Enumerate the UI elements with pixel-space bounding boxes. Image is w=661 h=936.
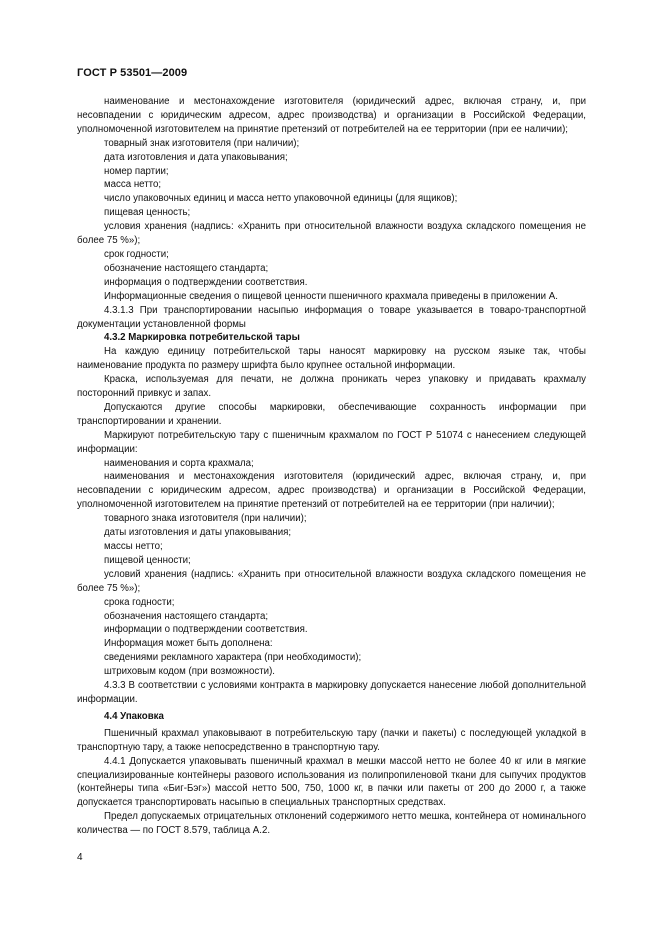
paragraph: Допускаются другие способы маркировки, обеспечивающие сохранность информации при транспортировании и хранении. — [77, 401, 586, 427]
list-item: обозначения настоящего стандарта; — [104, 610, 269, 622]
paragraph: На каждую единицу потребительской тары наносят маркировку на русском языке так, чтобы наименование продукта по размеру шрифта было крупнее остальной информации. — [77, 346, 586, 372]
list-item: штриховым кодом (при возможности). — [104, 666, 275, 678]
paragraph: Информационные сведения о пищевой ценности пшеничного крахмала приведены в приложении А. — [104, 290, 558, 302]
paragraph: Пшеничный крахмал упаковывают в потребительскую тару (пачки и пакеты) с последующей укладкой в транспортную тару, а также непосредственно в транспортную тару. — [77, 727, 586, 753]
document-header: ГОСТ Р 53501—2009 — [77, 67, 188, 79]
list-item: наименования и местонахождения изготовителя (юридический адрес, включая страну, и, при несовпадении с юридическим адресом, адрес производства) и организации в Российской Федерации, уполномоченной изготовителем на принятие претензий от потребителей на ее территории (при наличии); — [77, 471, 586, 511]
paragraph: Маркируют потребительскую тару с пшеничным крахмалом по ГОСТ Р 51074 с нанесением следующей информации: — [77, 429, 586, 455]
section-heading-4-4: 4.4 Упаковка — [104, 710, 164, 722]
paragraph: наименование и местонахождение изготовителя (юридический адрес, включая страну, и, при несовпадении с юридическим адресом, адрес производства) и организации в Российской Федерации, уполномоченной изготовителем на принятие претензий от потребителей на ее территории (при ее наличии); — [77, 96, 586, 135]
list-item: обозначение настоящего стандарта; — [104, 262, 269, 274]
clause-4-3-1-3: 4.3.1.3 При транспортировании насыпью информация о товаре указывается в товаро-транспортной документации установленной формы — [77, 304, 586, 330]
list-item: массы нетто; — [104, 541, 163, 552]
list-item: число упаковочных единиц и масса нетто упаковочной единицы (для ящиков); — [104, 193, 458, 205]
list-item: пищевой ценности; — [104, 554, 191, 566]
document-body — [77, 95, 586, 838]
list-item: товарный знак изготовителя (при наличии); — [104, 137, 300, 149]
list-item: номер партии; — [104, 165, 169, 177]
list-item: даты изготовления и даты упаковывания; — [104, 527, 292, 539]
paragraph: Краска, используемая для печати, не должна проникать через упаковку и придавать крахмалу посторонний привкус и запах. — [77, 374, 586, 400]
list-item: сведениями рекламного характера (при необходимости); — [104, 652, 362, 664]
list-item: масса нетто; — [104, 179, 162, 191]
list-item: пищевая ценность; — [104, 207, 191, 219]
page-number: 4 — [77, 852, 83, 863]
list-item: дата изготовления и дата упаковывания; — [104, 151, 288, 163]
paragraph: Предел допускаемых отрицательных отклонений содержимого нетто мешка, контейнера от номинального количества — по ГОСТ 8.579, таблица А.2. — [77, 811, 586, 837]
paragraph: Информация может быть дополнена: — [104, 638, 273, 650]
list-item: условий хранения (надпись: «Хранить при относительной влажности воздуха складского помещения не более 75 %»); — [77, 568, 586, 594]
list-item: наименования и сорта крахмала; — [104, 457, 254, 469]
section-heading-4-3-2: 4.3.2 Маркировка потребительской тары — [104, 332, 300, 344]
list-item: информации о подтверждении соответствия. — [104, 624, 308, 636]
clause-4-3-3: 4.3.3 В соответствии с условиями контракта в маркировку допускается нанесение любой дополнительной информации. — [77, 680, 586, 705]
list-item: информация о подтверждении соответствия. — [104, 276, 308, 288]
list-item: товарного знака изготовителя (при наличии); — [104, 513, 307, 525]
list-item: срок годности; — [104, 248, 169, 260]
list-item: срока годности; — [104, 596, 175, 608]
clause-4-4-1: 4.4.1 Допускается упаковывать пшеничный крахмал в мешки массой нетто не более 40 кг или в мягкие специализированные контейнеры разового использования из полипропиленовой ткани для сыпучих продуктов (контейнеры типа «Биг-Бэг») массой нетто 500, 750, 1000 кг, в пачки или пакеты от 200 до 2000 г, а также допускается транспортировать насыпью в специальных транспортных средствах. — [77, 755, 586, 809]
list-item: условия хранения (надпись: «Хранить при относительной влажности воздуха складского помещения не более 75 %»); — [77, 221, 586, 247]
